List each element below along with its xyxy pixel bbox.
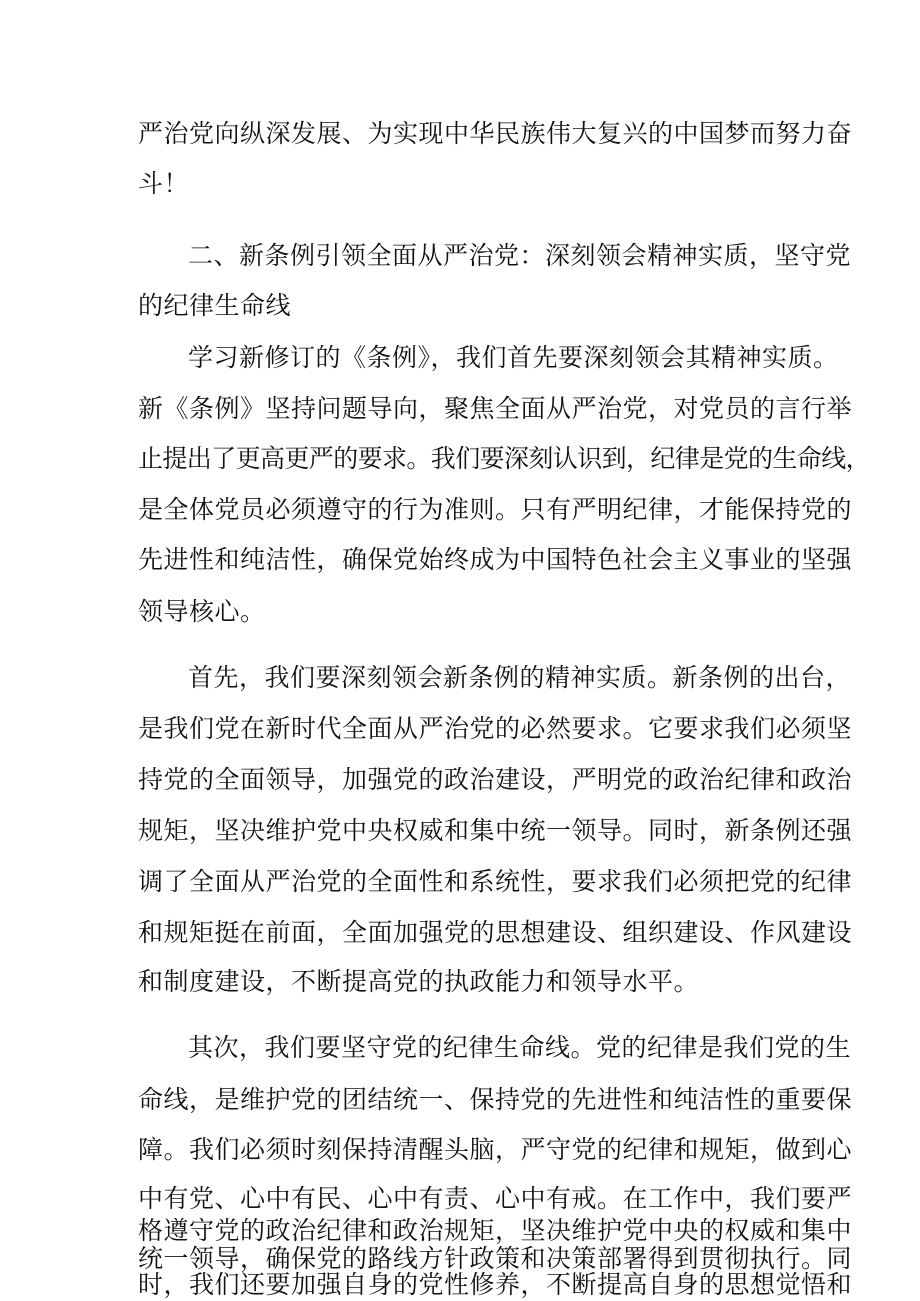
text-line: 首先，我们要深刻领会新条例的精神实质。新条例的出台， [188,663,852,692]
text-line: 统一领导，确保党的路线方针政策和决策部署得到贯彻执行。同 [138,1244,853,1273]
text-line: 是全体党员必须遵守的行为准则。只有严明纪律，才能保持党的 [138,495,853,524]
text-line: 持党的全面领导，加强党的政治建设，严明党的政治纪律和政治 [138,765,853,794]
text-line: 规矩，坚决维护党中央权威和集中统一领导。同时，新条例还强 [138,816,853,845]
section-heading: 的纪律生命线 [138,291,292,320]
text-line: 命线，是维护党的团结统一、保持党的先进性和纯洁性的重要保 [138,1085,853,1114]
text-line: 障。我们必须时刻保持清醒头脑，严守党的纪律和规矩，做到心 [138,1135,853,1164]
text-line: 严治党向纵深发展、为实现中华民族伟大复兴的中国梦而努力奋 [138,119,853,148]
text-line: 和制度建设，不断提高党的执政能力和领导水平。 [138,967,700,996]
text-line: 和规矩挺在前面，全面加强党的思想建设、组织建设、作风建设 [138,918,853,947]
text-line: 止提出了更高更严的要求。我们要深刻认识到，纪律是党的生命线， [138,444,871,473]
section-heading: 二、新条例引领全面从严治党：深刻领会精神实质，坚守党 [188,241,852,270]
text-line: 新《条例》坚持问题导向，聚焦全面从严治党，对党员的言行举 [138,394,853,423]
text-line: 是我们党在新时代全面从严治党的必然要求。它要求我们必须坚 [138,714,853,743]
text-line: 其次，我们要坚守党的纪律生命线。党的纪律是我们党的生 [188,1033,852,1062]
text-line: 调了全面从严治党的全面性和系统性，要求我们必须把党的纪律 [138,867,853,896]
text-line: 时，我们还要加强自身的党性修养，不断提高自身的思想觉悟和 [138,1270,853,1299]
text-line: 领导核心。 [138,597,266,626]
text-line: 中有党、心中有民、心中有责、心中有戒。在工作中，我们要严 [138,1184,853,1213]
text-line: 斗！ [138,169,190,198]
text-line: 格遵守党的政治纪律和政治规矩，坚决维护党中央的权威和集中 [138,1216,853,1245]
text-line: 先进性和纯洁性，确保党始终成为中国特色社会主义事业的坚强 [138,545,853,574]
text-line: 学习新修订的《条例》，我们首先要深刻领会其精神实质。 [188,343,839,372]
